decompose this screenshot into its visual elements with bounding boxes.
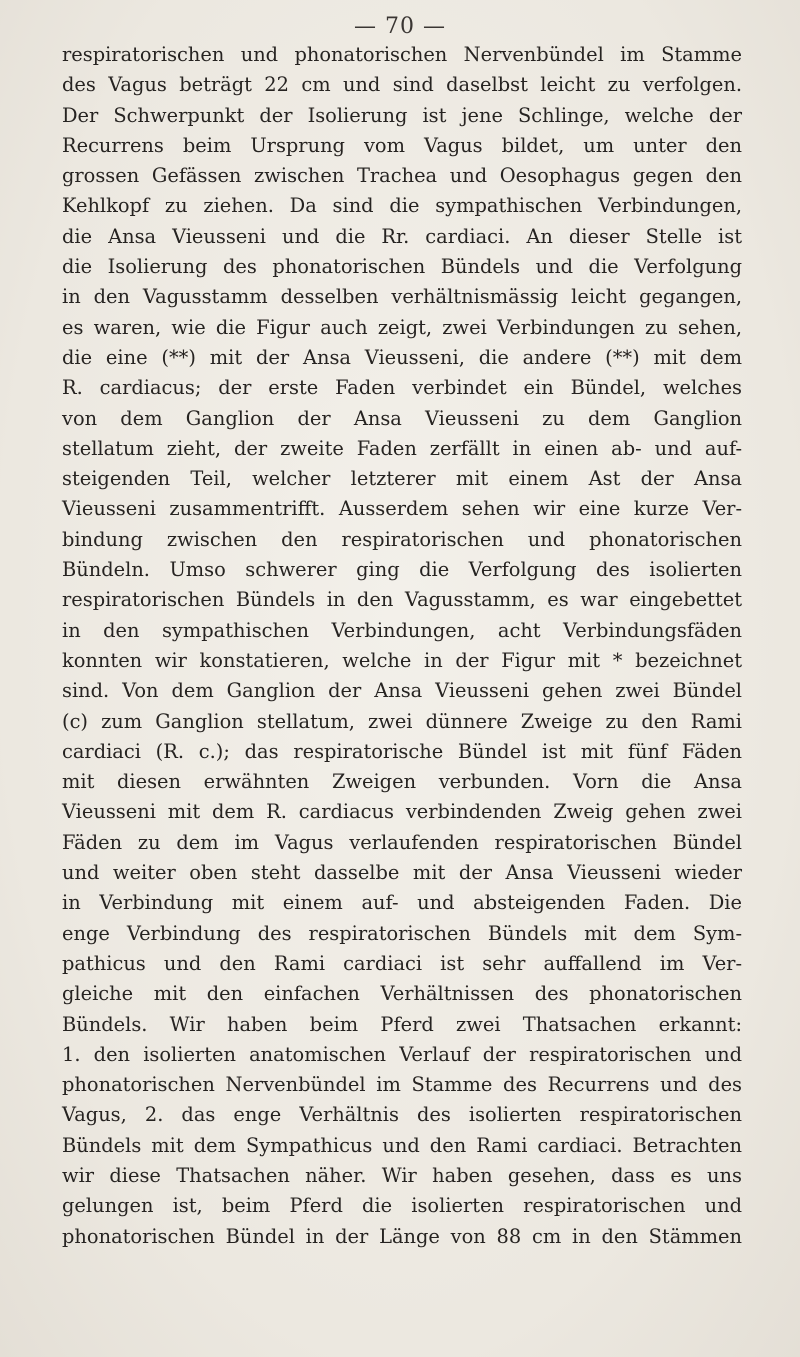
text-line: pathicus und den Rami cardiaci ist sehr auffallend im Ver- — [62, 951, 742, 975]
text-line: stellatum zieht, der zweite Faden zerfällt in einen ab- und auf- — [62, 436, 742, 460]
text-line: Bündels. Wir haben beim Pferd zwei Thatsachen erkannt: — [62, 1012, 742, 1036]
text-line: phonatorischen Nervenbündel im Stamme des Recurrens und des — [62, 1073, 742, 1097]
text-line: steigenden Teil, welcher letzterer mit einem Ast der Ansa — [62, 467, 742, 491]
text-line: Bündeln. Umso schwerer ging die Verfolgung des isolierten — [62, 558, 742, 582]
text-line: die Ansa Vieusseni und die Rr. cardiaci. An dieser Stelle ist — [62, 224, 742, 248]
text-line: in Verbindung mit einem auf- und absteigenden Faden. Die — [62, 891, 742, 915]
text-line: des Vagus beträgt 22 cm und sind daselbst leicht zu verfolgen. — [62, 73, 742, 97]
text-line: phonatorischen Bündel in der Länge von 88 cm in den Stämmen — [62, 1224, 742, 1248]
text-line: R. cardiacus; der erste Faden verbindet ein Bündel, welches — [62, 376, 742, 400]
text-line: konnten wir konstatieren, welche in der Figur mit * bezeichnet — [62, 648, 742, 672]
text-line: enge Verbindung des respiratorischen Bündels mit dem Sym- — [62, 921, 742, 945]
page-number: — 70 — — [354, 14, 446, 39]
text-line: Bündels mit dem Sympathicus und den Rami cardiaci. Betrachten — [62, 1133, 742, 1157]
text-line: bindung zwischen den respiratorischen und phonatorischen — [62, 527, 742, 551]
text-line: Fäden zu dem im Vagus verlaufenden respiratorischen Bündel — [62, 830, 742, 854]
text-line: wir diese Thatsachen näher. Wir haben gesehen, dass es uns — [62, 1163, 742, 1187]
text-line: und weiter oben steht dasselbe mit der Ansa Vieusseni wieder — [62, 861, 742, 885]
text-line: cardiaci (R. c.); das respiratorische Bündel ist mit fünf Fäden — [62, 739, 742, 763]
text-line: Recurrens beim Ursprung vom Vagus bildet, um unter den — [62, 133, 742, 157]
text-line: Kehlkopf zu ziehen. Da sind die sympathischen Verbindungen, — [62, 194, 742, 218]
text-line: es waren, wie die Figur auch zeigt, zwei Verbindungen zu sehen, — [62, 315, 742, 339]
text-line: (c) zum Ganglion stellatum, zwei dünnere Zweige zu den Rami — [62, 709, 742, 733]
text-line: gleiche mit den einfachen Verhältnissen des phonatorischen — [62, 982, 742, 1006]
text-line: von dem Ganglion der Ansa Vieusseni zu dem Ganglion — [62, 406, 742, 430]
text-line: grossen Gefässen zwischen Trachea und Oesophagus gegen den — [62, 164, 742, 188]
text-line: Vieusseni zusammentrifft. Ausserdem sehen wir eine kurze Ver- — [62, 497, 742, 521]
text-line: in den Vagusstamm desselben verhältnismässig leicht gegangen, — [62, 285, 742, 309]
text-line: in den sympathischen Verbindungen, acht Verbindungsfäden — [62, 618, 742, 642]
text-line: Vagus, 2. das enge Verhältnis des isolierten respiratorischen — [62, 1103, 742, 1127]
text-line: gelungen ist, beim Pferd die isolierten respiratorischen und — [62, 1194, 742, 1218]
text-line: sind. Von dem Ganglion der Ansa Vieusseni gehen zwei Bündel — [62, 679, 742, 703]
text-line: respiratorischen Bündels in den Vagusstamm, es war eingebettet — [62, 588, 742, 612]
text-line: Vieusseni mit dem R. cardiacus verbindenden Zweig gehen zwei — [62, 800, 742, 824]
text-line: respiratorischen und phonatorischen Nervenbündel im Stamme — [62, 43, 742, 66]
body-text — [62, 40, 742, 1252]
text-line: die eine (**) mit der Ansa Vieusseni, die andere (**) mit dem — [62, 345, 742, 369]
text-line: mit diesen erwähnten Zweigen verbunden. Vorn die Ansa — [62, 770, 742, 794]
text-line: 1. den isolierten anatomischen Verlauf der respiratorischen und — [62, 1042, 742, 1066]
text-line: die Isolierung des phonatorischen Bündels und die Verfolgung — [62, 255, 742, 279]
text-line: Der Schwerpunkt der Isolierung ist jene Schlinge, welche der — [62, 103, 742, 127]
